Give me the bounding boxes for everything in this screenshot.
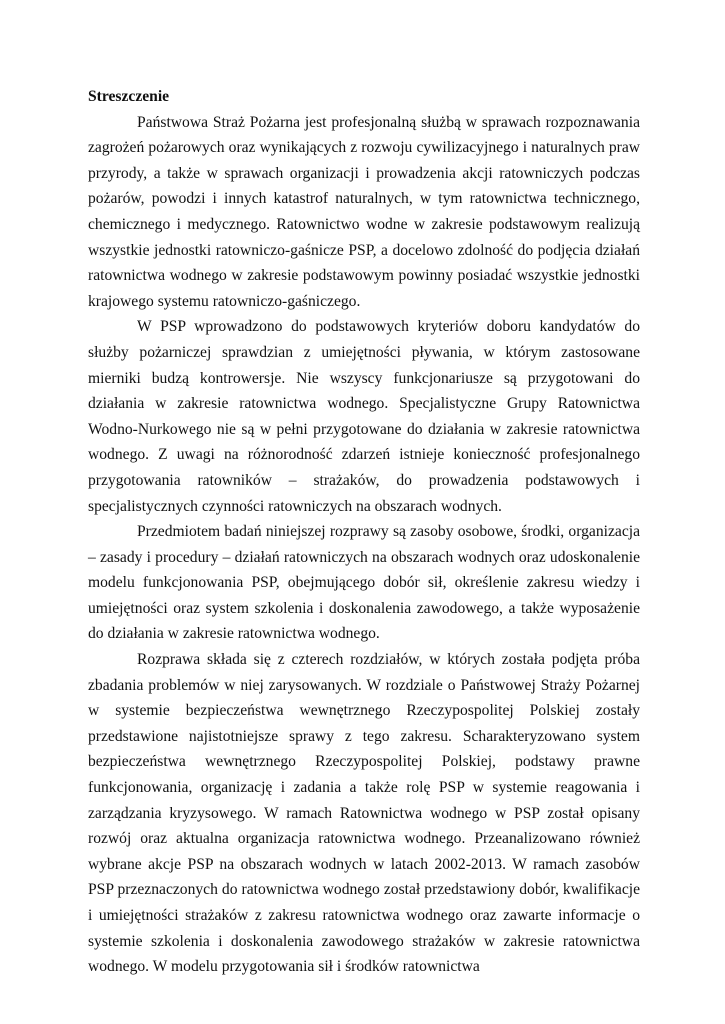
document-page	[88, 84, 640, 980]
section-heading: Streszczenie	[88, 88, 170, 105]
paragraph-3: Przedmiotem badań niniejszej rozprawy są zasoby osobowe, środki, organizacja – zasady i procedury – działań ratowniczych na obszarach wodnych oraz udoskonalenie modelu funkcjonowania PSP, obejmującego dobór sił, określenie zakresu wiedzy i umiejętności oraz system szkolenia i doskonalenia zawodowego, a także wyposażenie do działania w zakresie ratownictwa wodnego.	[88, 523, 640, 643]
paragraph-2: W PSP wprowadzono do podstawowych kryteriów doboru kandydatów do służby pożarniczej sprawdzian z umiejętności pływania, w którym zastosowane mierniki budzą kontrowersje. Nie wszyscy funkcjonariusze są przygotowani do działania w zakresie ratownictwa wodnego. Specjalistyczne Grupy Ratownictwa Wodno-Nurkowego nie są w pełni przygotowane do działania w zakresie ratownictwa wodnego. Z uwagi na różnorodność zdarzeń istnieje konieczność profesjonalnego przygotowania ratowników – strażaków, do prowadzenia podstawowych i specjalistycznych czynności ratowniczych na obszarach wodnych.	[88, 318, 640, 515]
paragraph-1: Państwowa Straż Pożarna jest profesjonalną służbą w sprawach rozpoznawania zagrożeń pożarowych oraz wynikających z rozwoju cywilizacyjnego i naturalnych praw przyrody, a także w sprawach organizacji i prowadzenia akcji ratowniczych podczas pożarów, powodzi i innych katastrof naturalnych, w tym ratownictwa technicznego, chemicznego i medycznego. Ratownictwo wodne w zakresie podstawowym realizują wszystkie jednostki ratowniczo-gaśnicze PSP, a docelowo zdolność do podjęcia działań ratownictwa wodnego w zakresie podstawowym powinny posiadać wszystkie jednostki krajowego systemu ratowniczo-gaśniczego.	[88, 113, 640, 310]
paragraph-4: Rozprawa składa się z czterech rozdziałów, w których została podjęta próba zbadania problemów w niej zarysowanych. W rozdziale o Państwowej Straży Pożarnej w systemie bezpieczeństwa wewnętrznego Rzeczypospolitej Polskiej zostały przedstawione najistotniejsze sprawy z tego zakresu. Scharakteryzowano system bezpieczeństwa wewnętrznego Rzeczypospolitej Polskiej, podstawy prawne funkcjonowania, organizację i zadania a także rolę PSP w systemie reagowania i zarządzania kryzysowego. W ramach Ratownictwa wodnego w PSP został opisany rozwój oraz aktualna organizacja ratownictwa wodnego. Przeanalizowano również wybrane akcje PSP na obszarach wodnych w latach 2002-2013. W ramach zasobów PSP przeznaczonych do ratownictwa wodnego został przedstawiony dobór, kwalifikacje i umiejętności strażaków z zakresu ratownictwa wodnego oraz zawarte informacje o systemie szkolenia i doskonalenia zawodowego strażaków w zakresie ratownictwa wodnego. W modelu przygotowania sił i środków ratownictwa	[88, 651, 640, 976]
